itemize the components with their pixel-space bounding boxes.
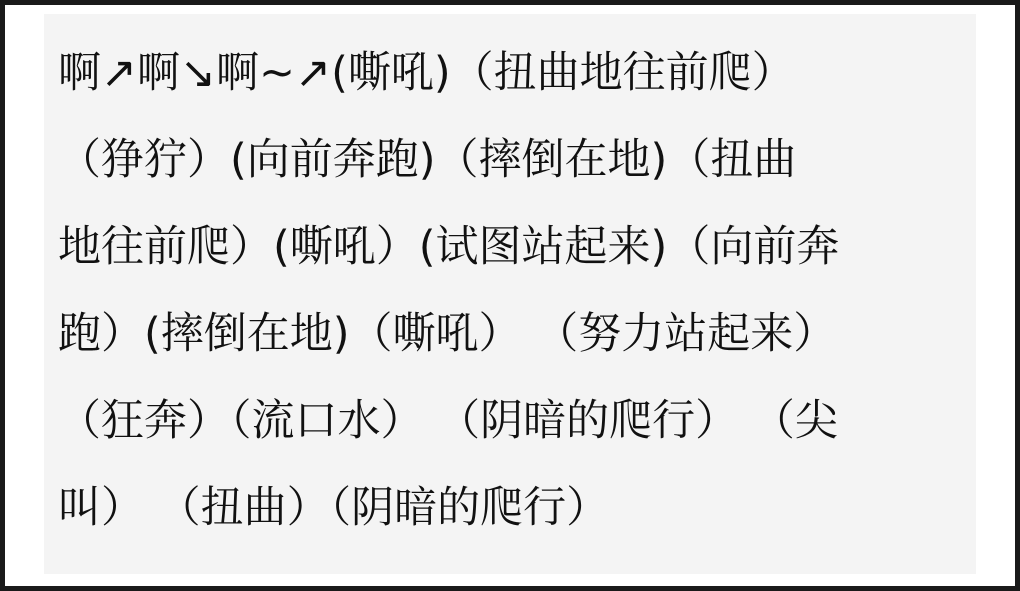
text-line: 地往前爬）(嘶吼）(试图站起来)（向前奔 — [58, 222, 840, 272]
document-text-block — [58, 30, 962, 552]
text-line: 叫） （扭曲）（阴暗的爬行） — [58, 483, 610, 533]
text-line: （狰狞）(向前奔跑)（摔倒在地)（扭曲 — [58, 135, 797, 185]
text-line: （狂奔）（流口水） （阴暗的爬行） （尖 — [58, 396, 838, 446]
text-line: 跑）(摔倒在地)（嘶吼） （努力站起来） — [58, 309, 837, 359]
text-line: 啊↗啊↘啊~↗(嘶吼)（扭曲地往前爬） — [58, 48, 795, 98]
